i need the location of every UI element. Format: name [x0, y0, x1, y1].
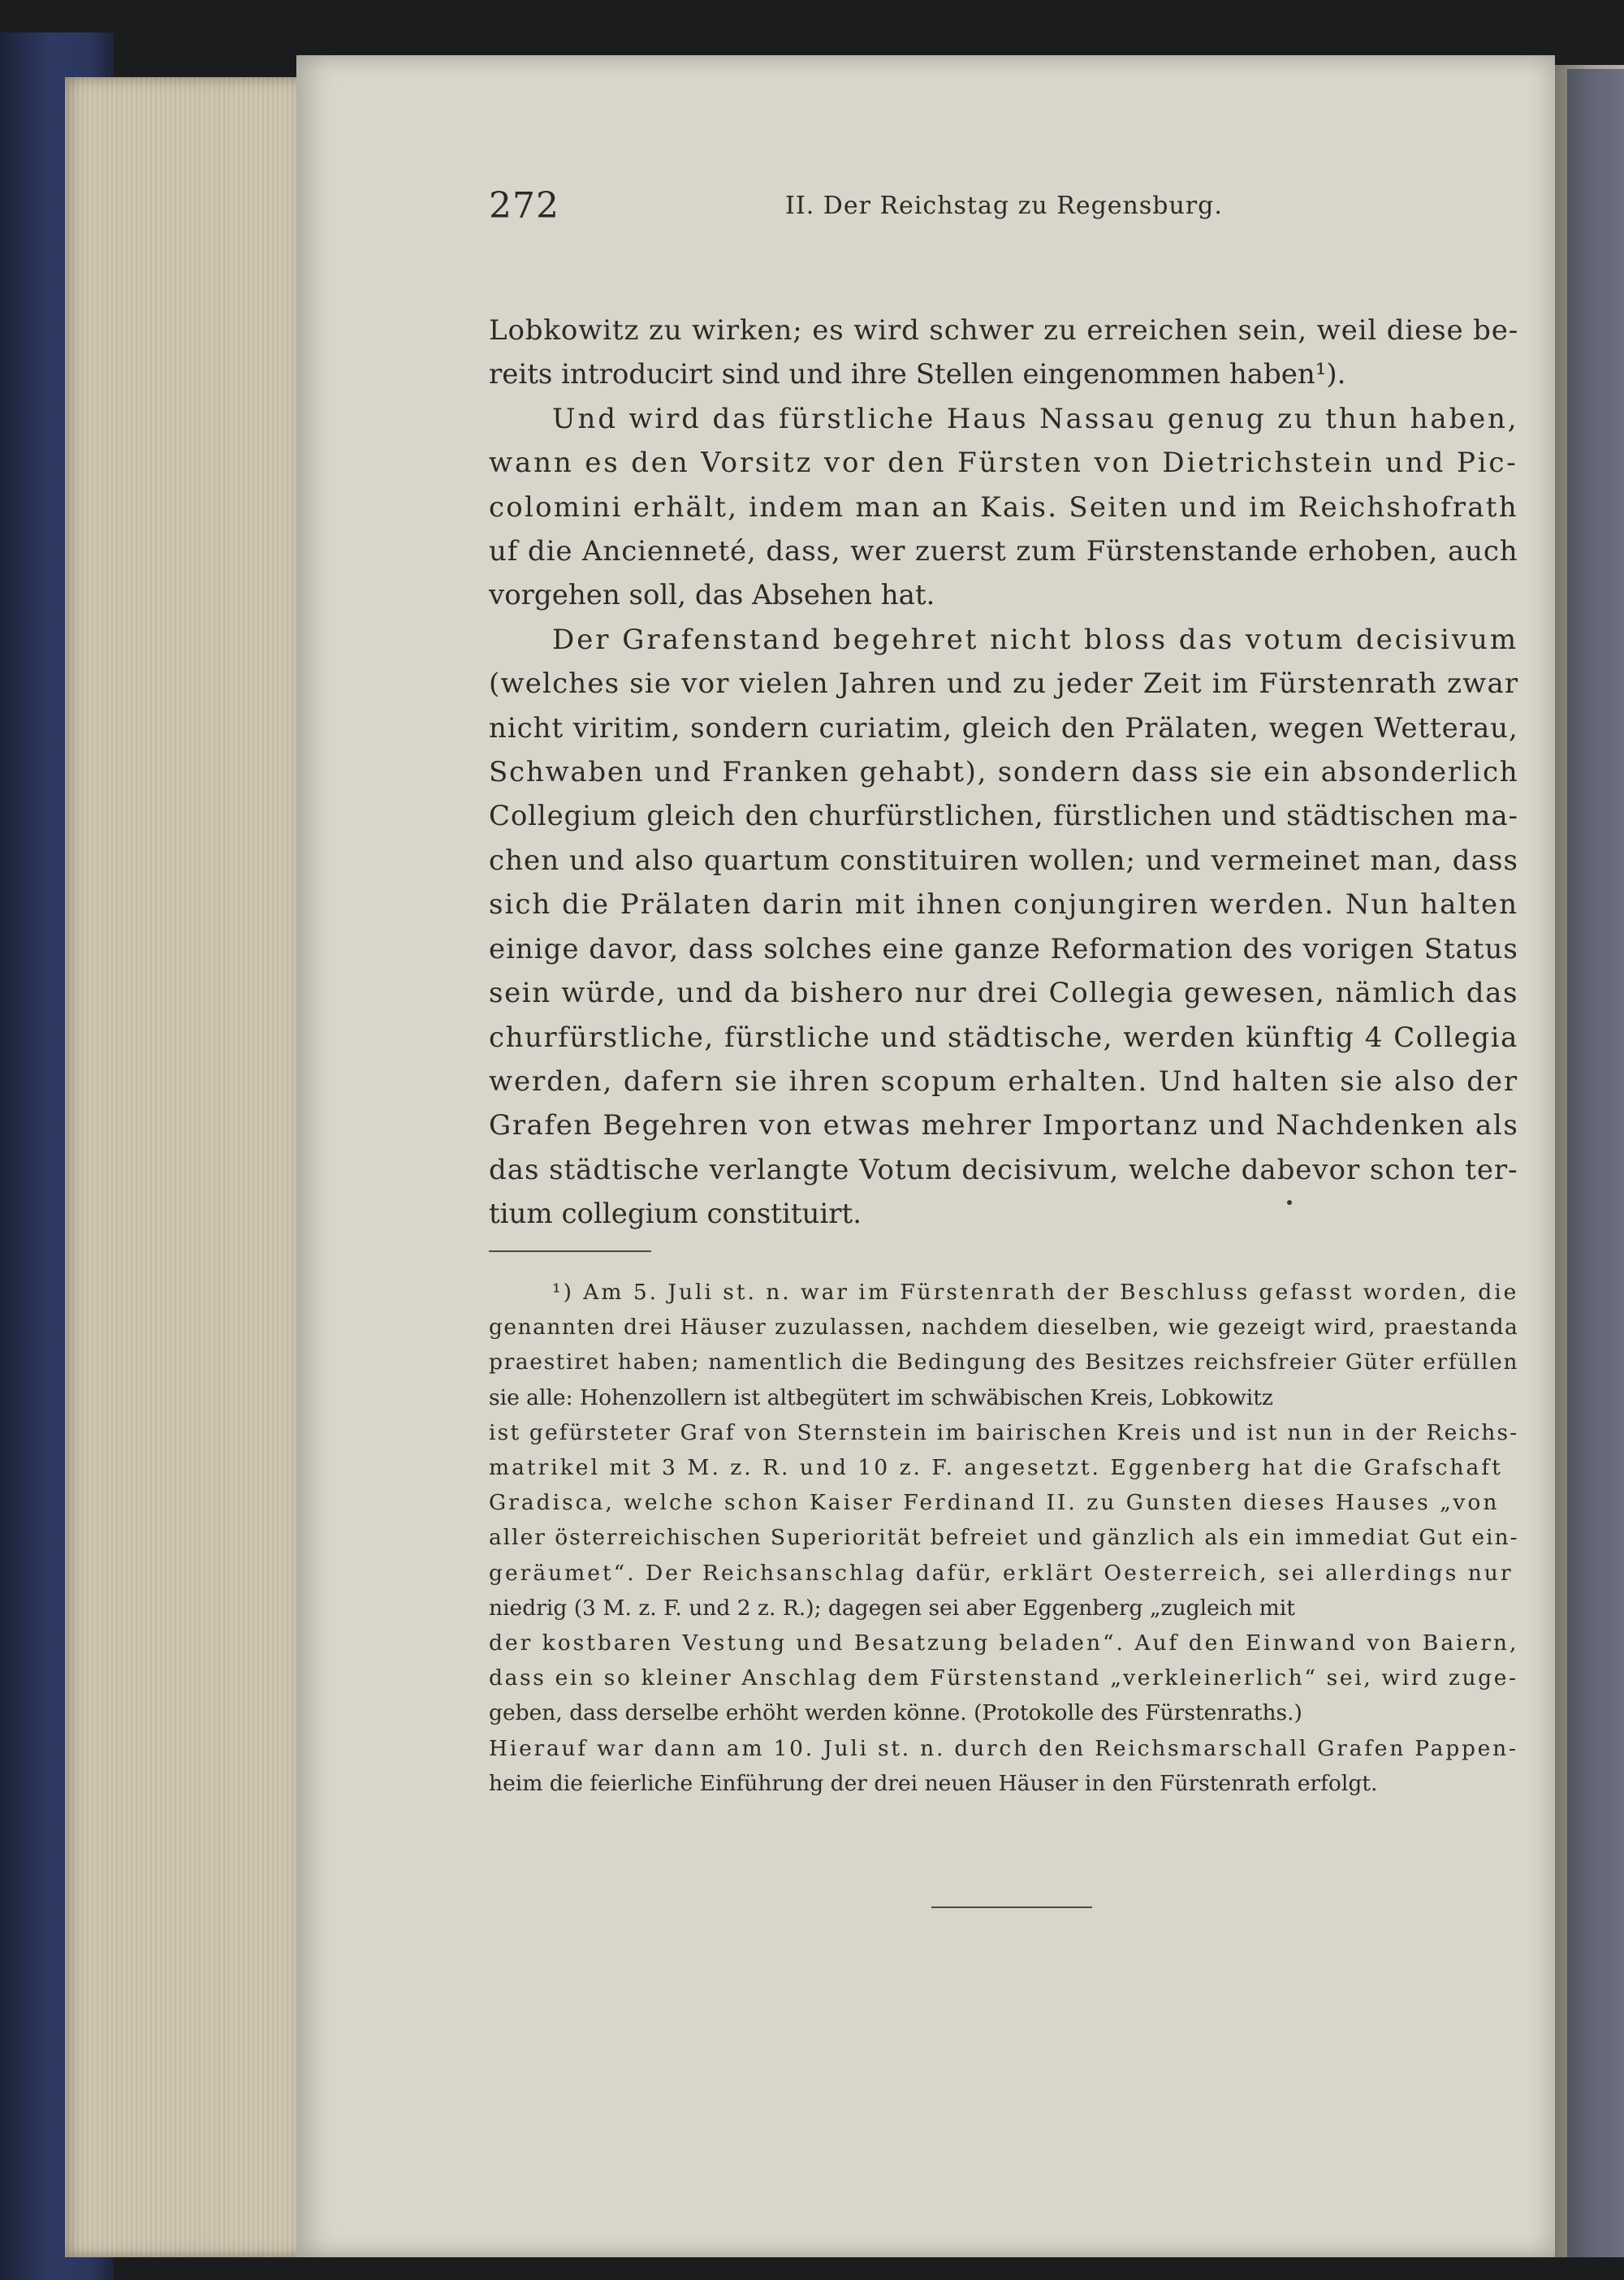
footnote-rule [489, 1250, 651, 1252]
text-line: Lobkowitz zu wirken; es wird schwer zu erreichen sein, weil diese be- [489, 314, 1519, 347]
footnote [489, 1275, 1518, 1801]
text-line: nicht viritim, sondern curiatim, gleich den Prälaten, wegen Wetterau, [489, 711, 1518, 745]
footnote-line: Hierauf war dann am 10. Juli st. n. durch den Reichsmarschall Grafen Pappen- [489, 1735, 1518, 1761]
text-line: das städtische verlangte Votum decisivum, welche dabevor schon ter- [489, 1153, 1518, 1186]
footnote-line: dass ein so kleiner Anschlag dem Fürstenstand „verkleinerlich“ sei, wird zuge- [489, 1665, 1518, 1691]
paragraph-1 [489, 309, 1518, 397]
page-header [489, 185, 1544, 242]
text-line: tium collegium constituirt. [489, 1198, 862, 1231]
footnote-line: praestiret haben; namentlich die Bedingung des Besitzes reichsfreier Güter erfüllen [489, 1349, 1519, 1375]
text-line: uf die Ancienneté, dass, wer zuerst zum Fürstenstande erhoben, auch [489, 535, 1518, 568]
book-page [296, 55, 1555, 2257]
end-of-section-rule [931, 1906, 1092, 1908]
page-number: 272 [489, 185, 559, 227]
footnote-line [489, 1275, 1518, 1310]
text-line: chen und also quartum constituiren wollen; und vermeinet man, dass [489, 844, 1518, 877]
text-line: Grafen Begehren von etwas mehrer Importanz und Nachdenken als [489, 1109, 1519, 1142]
text-line: Und wird das fürstliche Haus Nassau genug zu thun haben, [552, 402, 1519, 435]
text-line: reits introducirt sind und ihre Stellen eingenommen haben¹). [489, 358, 1346, 391]
text-line: wann es den Vorsitz vor den Fürsten von Dietrichstein und Pic- [489, 447, 1518, 480]
text-line: Der Grafenstand begehret nicht bloss das votum decisivum [552, 623, 1519, 656]
text-line: colomini erhält, indem man an Kais. Seiten und im Reichshofrath [489, 490, 1518, 524]
footnote-line: geben, dass derselbe erhöht werden könne. (Protokolle des Fürstenraths.) [489, 1700, 1302, 1726]
stray-ink-dot [1287, 1200, 1292, 1205]
text-line: (welches sie vor vielen Jahren und zu jeder Zeit im Fürstenrath zwar [489, 667, 1519, 701]
text-line: werden, dafern sie ihren scopum erhalten. Und halten sie also der [489, 1064, 1518, 1098]
footnote-line: aller österreichischen Superiorität befreiet und gänzlich als ein immediat Gut ein- [489, 1525, 1519, 1551]
footnote-line: geräumet“. Der Reichsanschlag dafür, erklärt Oesterreich, sei allerdings nur [489, 1560, 1514, 1586]
page-block-edges [65, 77, 317, 2257]
footnote-line: sie alle: Hohenzollern ist altbegütert im schwäbischen Kreis, Lobkowitz [489, 1384, 1273, 1410]
text-line: einige davor, dass solches eine ganze Reformation des vorigen Status [489, 932, 1518, 965]
paragraph-3 [489, 618, 1518, 1237]
text-line: sein würde, und da bishero nur drei Collegia gewesen, nämlich das [489, 977, 1519, 1010]
footnote-marker: ¹) [552, 1280, 574, 1305]
footnote-line: der kostbaren Vestung und Besatzung beladen“. Auf den Einwand von Baiern, [489, 1630, 1519, 1656]
footnote-line: niedrig (3 M. z. F. und 2 z. R.); dagegen sei aber Eggenberg „zugleich mit [489, 1595, 1295, 1621]
text-line: Schwaben und Franken gehabt), sondern dass sie ein absonderlich [489, 756, 1519, 789]
text-line: Collegium gleich den churfürstlichen, fürstlichen und städtischen ma- [489, 800, 1518, 833]
body-text [489, 309, 1518, 1237]
text-line: churfürstliche, fürstliche und städtische, werden künftig 4 Collegia [489, 1021, 1518, 1054]
text-line: vorgehen soll, das Absehen hat. [489, 579, 935, 612]
paragraph-2 [489, 397, 1518, 618]
footnote-line: Gradisca, welche schon Kaiser Ferdinand II. zu Gunsten dieses Hauses „von [489, 1490, 1500, 1516]
running-title: II. Der Reichstag zu Regensburg. [785, 192, 1223, 220]
footnote-line: ist gefürsteter Graf von Sternstein im bairischen Kreis und ist nun in der Reichs- [489, 1419, 1519, 1445]
book-cover-right [1567, 69, 1624, 2257]
footnote-line: genannten drei Häuser zuzulassen, nachdem dieselben, wie gezeigt wird, praestanda [489, 1315, 1519, 1341]
footnote-line: matrikel mit 3 M. z. R. und 10 z. F. angesetzt. Eggenberg hat die Grafschaft [489, 1455, 1503, 1481]
footnote-line-text: Am 5. Juli st. n. war im Fürstenrath der Beschluss gefasst worden, die [583, 1280, 1519, 1305]
text-line: sich die Prälaten darin mit ihnen conjungiren werden. Nun halten [489, 888, 1519, 922]
footnote-line: heim die feierliche Einführung der drei neuen Häuser in den Fürstenrath erfolgt. [489, 1770, 1378, 1796]
